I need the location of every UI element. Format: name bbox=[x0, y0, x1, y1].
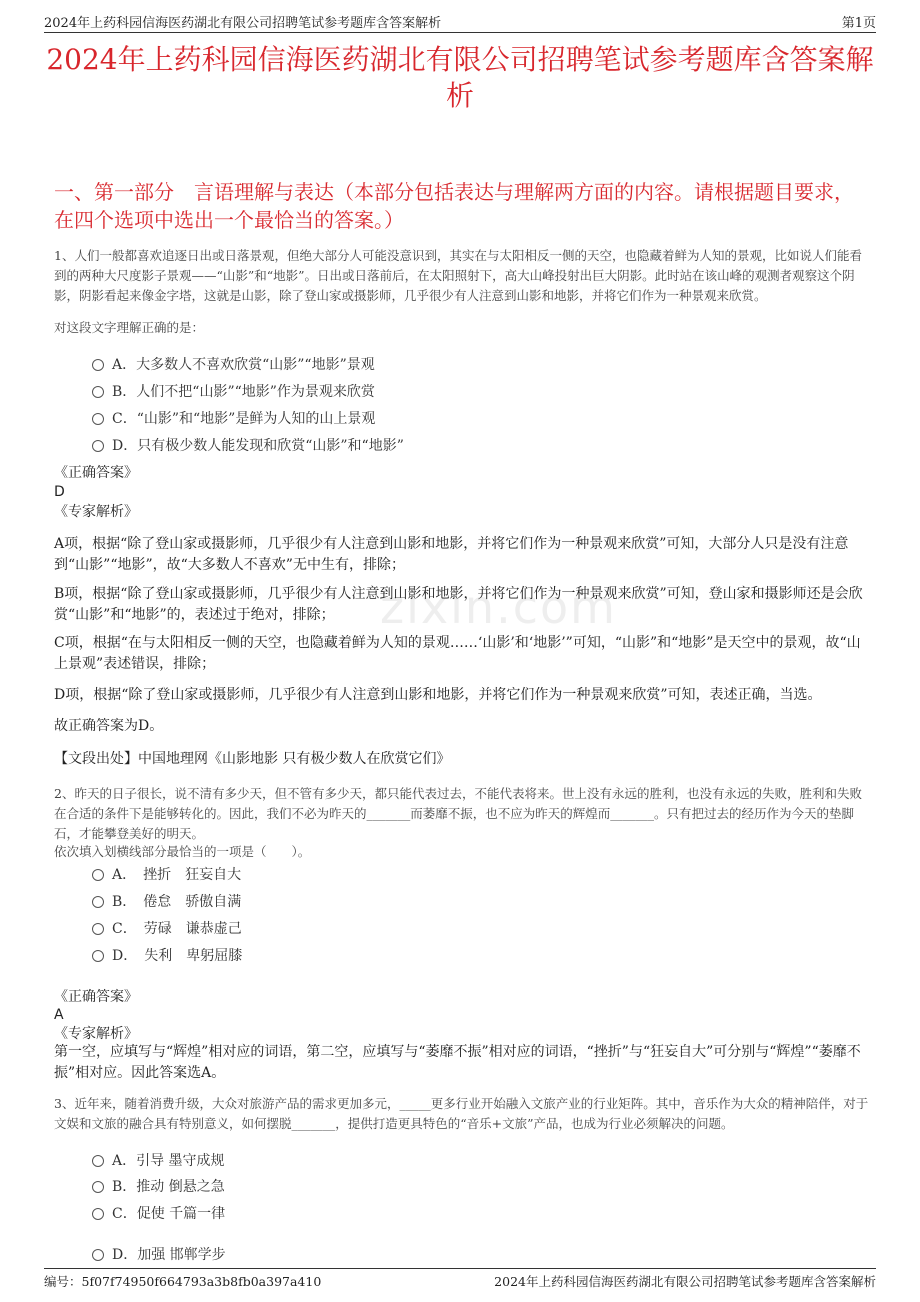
footer-title: 2024年上药科园信海医药湖北有限公司招聘笔试参考题库含答案解析 bbox=[494, 1274, 876, 1289]
radio-icon[interactable] bbox=[92, 950, 104, 962]
q2-analysis: 第一空，应填写与“辉煌”相对应的词语，第二空，应填写与“萎靡不振”相对应的词语，“挫折”与“狂妄自大”可分别与“辉煌”“萎靡不振”相对应。因此答案选A。 bbox=[54, 1044, 861, 1081]
q3-option-c[interactable]: C．促使 千篇一律 bbox=[92, 1203, 225, 1223]
q3-text: 3、近年来，随着消费升级，大众对旅游产品的需求更加多元，_____更多行业开始融入文旅产业的行业矩阵。其中，音乐作为大众的精神陪伴，对于文娱和文旅的融合具有特别意义，如何摆脱_______，提供打造更具特色的“音乐+文旅”产品，也成为行业必须解决的问题。 bbox=[54, 1096, 869, 1131]
q2-prompt: 依次填入划横线部分最恰当的一项是（ ）。 bbox=[54, 844, 311, 859]
q2-option-d[interactable]: D． 失利 卑躬屈膝 bbox=[92, 945, 242, 965]
q3-option-b[interactable]: B．推动 倒悬之急 bbox=[92, 1176, 225, 1196]
radio-icon[interactable] bbox=[92, 386, 104, 398]
radio-icon[interactable] bbox=[92, 1181, 104, 1193]
q1-answer: D bbox=[54, 484, 65, 500]
q1-option-a[interactable]: A．大多数人不喜欢欣赏“山影”“地影”景观 bbox=[92, 354, 375, 374]
q1-analysis-c: C项，根据“在与太阳相反一侧的天空，也隐藏着鲜为人知的景观……‘山影’和‘地影’”可知，“山影”和“地影”是天空中的景观，故“山上景观”表述错误，排除； bbox=[54, 635, 861, 672]
q1-analysis-b: B项，根据“除了登山家或摄影师，几乎很少有人注意到山影和地影，并将它们作为一种景观来欣赏”可知，登山家和摄影师还是会欣赏“山影”和“地影”的，表述过于绝对，排除； bbox=[54, 586, 863, 623]
q1-analysis-label: 《专家解析》 bbox=[54, 504, 138, 520]
q1-option-c[interactable]: C．“山影”和“地影”是鲜为人知的山上景观 bbox=[92, 408, 375, 428]
radio-icon[interactable] bbox=[92, 413, 104, 425]
page-footer bbox=[44, 1268, 876, 1289]
document-id: 编号：5f07f74950f664793a3b8fb0a397a410 bbox=[44, 1274, 322, 1289]
q3-option-a[interactable]: A．引导 墨守成规 bbox=[92, 1150, 225, 1170]
document-title: 2024年上药科园信海医药湖北有限公司招聘笔试参考题库含答案解析 bbox=[46, 43, 874, 112]
q2-option-b[interactable]: B． 倦怠 骄傲自满 bbox=[92, 891, 241, 911]
q2-answer-label: 《正确答案》 bbox=[54, 989, 138, 1005]
page-number: 第1页 bbox=[841, 16, 876, 31]
radio-icon[interactable] bbox=[92, 440, 104, 452]
q1-answer-label: 《正确答案》 bbox=[54, 465, 138, 481]
q1-prompt: 对这段文字理解正确的是： bbox=[54, 320, 205, 335]
radio-icon[interactable] bbox=[92, 896, 104, 908]
radio-icon[interactable] bbox=[92, 359, 104, 371]
q1-text: 1、人们一般都喜欢追逐日出或日落景观，但绝大部分人可能没意识到，其实在与太阳相反一侧的天空，也隐藏着鲜为人知的景观，比如说人们能看到的两种大尺度影子景观——“山影”和“地影”。日出或日落前后，在太阳照射下，高大山峰投射出巨大阴影。此时站在该山峰的观测者观察这个阴影，阴影看起来像金字塔，这就是山影，除了登山家或摄影师，几乎很少有人注意到山影和地影，并将它们作为一种景观来欣赏。 bbox=[54, 248, 862, 303]
q2-option-c[interactable]: C． 劳碌 谦恭虚己 bbox=[92, 918, 242, 938]
radio-icon[interactable] bbox=[92, 1208, 104, 1220]
radio-icon[interactable] bbox=[92, 1249, 104, 1261]
q1-option-d[interactable]: D．只有极少数人能发现和欣赏“山影”和“地影” bbox=[92, 435, 404, 455]
q1-source: 【文段出处】中国地理网《山影地影 只有极少数人在欣赏它们》 bbox=[54, 751, 451, 767]
q2-text: 2、昨天的日子很长，说不清有多少天，但不管有多少天，都只能代表过去，不能代表将来。世上没有永远的胜利，也没有永远的失败，胜利和失败在合适的条件下是能够转化的。因此，我们不必为昨天的_______而萎靡不振，也不应为昨天的辉煌而_______。只有把过去的经历作为今天的垫脚石，才能攀登美好的明天。 bbox=[54, 786, 862, 841]
header-title: 2024年上药科园信海医药湖北有限公司招聘笔试参考题库含答案解析 bbox=[44, 16, 442, 31]
q1-option-b[interactable]: B．人们不把“山影”“地影”作为景观来欣赏 bbox=[92, 381, 375, 401]
watermark: zixin.com bbox=[380, 580, 617, 634]
radio-icon[interactable] bbox=[92, 1155, 104, 1167]
radio-icon[interactable] bbox=[92, 869, 104, 881]
radio-icon[interactable] bbox=[92, 923, 104, 935]
q2-analysis-label: 《专家解析》 bbox=[54, 1026, 138, 1042]
page-header bbox=[44, 12, 876, 33]
q2-option-a[interactable]: A． 挫折 狂妄自大 bbox=[92, 864, 241, 884]
q1-conclusion: 故正确答案为D。 bbox=[54, 718, 164, 734]
q1-analysis-a: A项，根据“除了登山家或摄影师，几乎很少有人注意到山影和地影，并将它们作为一种景观来欣赏”可知，大部分人只是没有注意到“山影”“地影”，故“大多数人不喜欢”无中生有，排除； bbox=[54, 536, 849, 573]
section-heading: 一、第一部分 言语理解与表达（本部分包括表达与理解两方面的内容。请根据题目要求，在四个选项中选出一个最恰当的答案。） bbox=[54, 180, 854, 232]
q2-answer: A bbox=[54, 1007, 64, 1023]
q3-option-d[interactable]: D．加强 邯郸学步 bbox=[92, 1244, 226, 1264]
q1-analysis-d: D项，根据“除了登山家或摄影师，几乎很少有人注意到山影和地影，并将它们作为一种景观来欣赏”可知，表述正确，当选。 bbox=[54, 687, 822, 703]
